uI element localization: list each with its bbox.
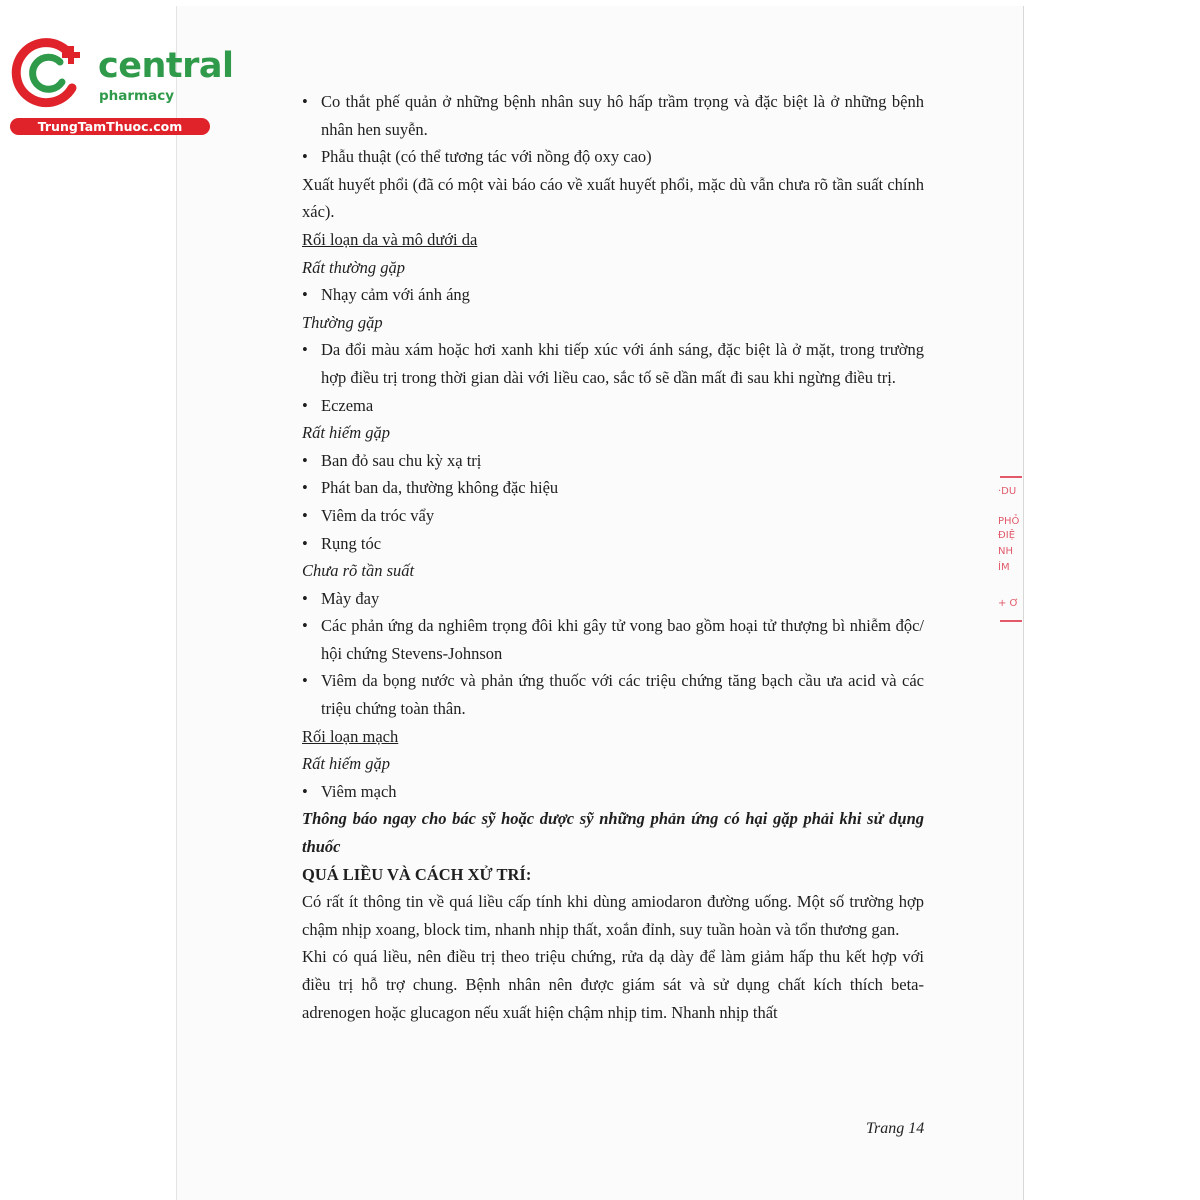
paragraph: Có rất ít thông tin về quá liều cấp tính khi dùng amiodaron đường uống. Một số trường hợp chậm nhịp xoang, block tim, nhanh nhịp thất, xoắn đỉnh, suy tuần hoàn và tổn thương gan. (302, 892, 924, 939)
bullet-dot-icon: • (302, 92, 308, 111)
list-item: • Co thắt phế quản ở những bệnh nhân suy hô hấp trầm trọng và đặc biệt là ở những bệnh nhân hen suyễn. (302, 88, 924, 143)
list-item: • Nhạy cảm với ánh áng (302, 281, 924, 309)
list-item: • Phát ban da, thường không đặc hiệu (302, 474, 924, 502)
frequency-label: Chưa rõ tần suất (302, 561, 415, 581)
list-item: • Viêm da bọng nước và phản ứng thuốc với các triệu chứng tăng bạch cầu ưa acid và các triệu chứng toàn thân. (302, 667, 924, 722)
paragraph: Xuất huyết phổi (đã có một vài báo cáo về xuất huyết phổi, mặc dù vẫn chưa rõ tần suất chính xác). (302, 174, 924, 222)
frequency-label: Thường gặp (302, 312, 383, 332)
list-item: • Các phản ứng da nghiêm trọng đôi khi gây tử vong bao gồm hoại tử thượng bì nhiễm độc/ hội chứng Stevens-Johnson (302, 612, 924, 667)
bullet-dot-icon: • (302, 340, 308, 360)
frequency-label: Rất hiếm gặp (302, 423, 390, 443)
frequency-label: Rất hiếm gặp (302, 754, 390, 774)
list-item: • Da đổi màu xám hoặc hơi xanh khi tiếp xúc với ánh sáng, đặc biệt là ở mặt, trong trường hợp điều trị trong thời gian dài với liều cao, sắc tố sẽ dần mất đi sau khi ngừng điều trị. (302, 336, 924, 391)
list-item: • Rụng tóc (302, 530, 924, 558)
logo-brand-text: central (98, 46, 234, 86)
notice-text: Thông báo ngay cho bác sỹ hoặc dược sỹ những phản ứng có hại gặp phải khi sử dụng thuốc (302, 809, 924, 857)
bullet-dot-icon: • (302, 616, 308, 636)
section-heading: Rối loạn mạch (302, 726, 399, 746)
bullet-dot-icon: • (302, 147, 308, 167)
paragraph: Khi có quá liều, nên điều trị theo triệu chứng, rửa dạ dày để làm giảm hấp thu kết hợp với điều trị hỗ trợ chung. Bệnh nhân nên được giám sát và sử dụng chất kích thích beta-adrenogen hoặc glucagon nếu xuất hiện chậm nhịp tim. Nhanh nhịp thất (302, 947, 924, 1022)
frequency-label: Rất thường gặp (302, 257, 406, 277)
section-heading-overdose: QUÁ LIỀU VÀ CÁCH XỬ TRÍ: (302, 864, 532, 884)
bullet-dot-icon: • (302, 588, 308, 608)
bullet-dot-icon: • (302, 285, 308, 305)
bullet-dot-icon: • (302, 478, 308, 498)
list-item: • Mày đay (302, 585, 924, 613)
list-item: • Viêm da tróc vẩy (302, 502, 924, 530)
bullet-dot-icon: • (302, 395, 308, 415)
list-item: • Viêm mạch (302, 778, 924, 806)
bullet-dot-icon: • (302, 533, 308, 553)
logo-subtitle: pharmacy (99, 88, 175, 104)
page-number: Trang 14 (866, 1120, 925, 1137)
logo-website-badge[interactable]: TrungTamThuoc.com (10, 118, 210, 135)
bullet-dot-icon: • (302, 671, 308, 691)
bullet-dot-icon: • (302, 505, 308, 525)
list-item: • Ban đỏ sau chu kỳ xạ trị (302, 447, 924, 475)
bullet-dot-icon: • (302, 781, 308, 801)
document-body (302, 88, 924, 1026)
red-seal-edge: ·DU PHỎ ĐIỆ NH ÍM + Ơ (992, 470, 1026, 630)
bullet-dot-icon: • (302, 450, 308, 470)
list-item: • Phẫu thuật (có thể tương tác với nồng độ oxy cao) (302, 143, 924, 171)
pharmacy-cross-logo-icon (10, 38, 90, 108)
section-heading: Rối loạn da và mô dưới da (302, 229, 478, 249)
list-item: • Eczema (302, 392, 924, 420)
central-pharmacy-logo[interactable] (10, 38, 234, 136)
